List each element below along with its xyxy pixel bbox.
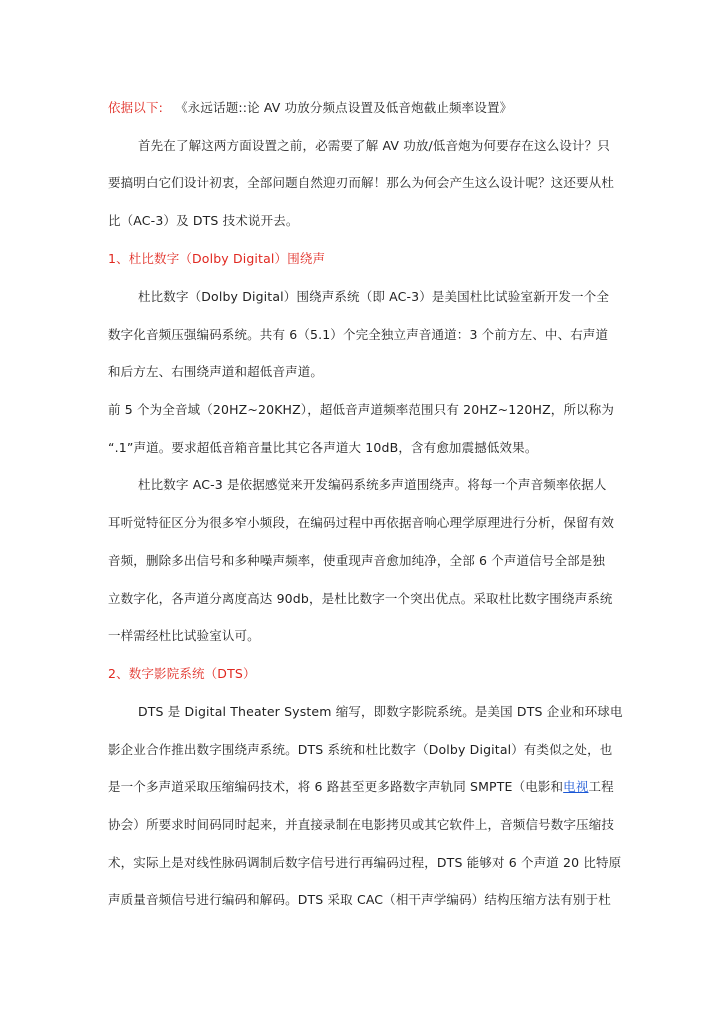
section-1-para1-line-4: 前 5 个为全音域（20HZ~20KHZ），超低音声道频率范围只有 20HZ~120HZ，所以称为 — [108, 402, 615, 417]
section-1-para1-line-1: 杜比数字（Dolby Digital）围绕声系统（即 AC-3）是美国杜比试验室新开发一个全 — [138, 289, 609, 304]
section-2-line-6: 声质量音频信号进行编码和解码。DTS 采取 CAC（相干声学编码）结构压缩方法有别于杜 — [108, 892, 611, 907]
intro-line-3: 比（AC-3）及 DTS 技术说开去。 — [108, 213, 299, 228]
section-1-para1-line-3: 和后方左、右围绕声道和超低音声道。 — [108, 364, 324, 379]
section-2-line-1: DTS 是 Digital Theater System 缩写，即数字影院系统。是美国 DTS 企业和环球电 — [138, 704, 623, 719]
intro-line-1: 首先在了解这两方面设置之前，必需要了解 AV 功放/低音炮为何要存在这么设计？只 — [138, 138, 610, 153]
section-1-para1-line-2: 数字化音频压强编码系统。共有 6（5.1）个完全独立声音通道：3 个前方左、中、右声道 — [108, 327, 609, 342]
intro-line-2: 要搞明白它们设计初衷，全部问题自然迎刃而解！那么为何会产生这么设计呢？这还要从杜 — [108, 175, 615, 190]
section-2-line-3-text-before: 是一个多声道采取压缩编码技术，将 6 路甚至更多路数字声轨同 SMPTE（电影和 — [108, 779, 564, 794]
section-2-line-3 — [108, 779, 614, 795]
section-1-para2-line-2: 耳听觉特征区分为很多窄小频段，在编码过程中再依据音响心理学原理进行分析，保留有效 — [108, 515, 615, 530]
television-link[interactable]: 电视 — [563, 779, 589, 794]
section-2-line-5: 术，实际上是对线性脉码调制后数字信号进行再编码过程，DTS 能够对 6 个声道 20 比特原 — [108, 855, 622, 870]
section-2-line-3-text-after: 工程 — [588, 779, 614, 794]
source-reference-line — [108, 100, 512, 116]
source-label: 依据以下: — [108, 100, 163, 115]
source-title: 《永远话题::论 AV 功放分频点设置及低音炮截止频率设置》 — [175, 100, 513, 115]
section-2-heading: 2、数字影院系统（DTS） — [108, 666, 256, 681]
section-1-para2-line-4: 立数字化，各声道分离度高达 90db，是杜比数字一个突出优点。采取杜比数字围绕声系统 — [108, 591, 613, 606]
section-1-para2-line-5: 一样需经杜比试验室认可。 — [108, 628, 260, 643]
section-1-para2-line-1: 杜比数字 AC-3 是依据感觉来开发编码系统多声道围绕声。将每一个声音频率依据人 — [138, 477, 607, 492]
section-2-line-4: 协会）所要求时间码同时起来，并直接录制在电影拷贝或其它软件上，音频信号数字压缩技 — [108, 817, 615, 832]
section-1-para1-line-5: “.1”声道。要求超低音箱音量比其它各声道大 10dB，含有愈加震撼低效果。 — [108, 440, 538, 455]
section-1-para2-line-3: 音频，删除多出信号和多种噪声频率，使重现声音愈加纯净，全部 6 个声道信号全部是独 — [108, 553, 606, 568]
section-1-heading: 1、杜比数字（Dolby Digital）围绕声 — [108, 251, 326, 266]
section-2-line-2: 影企业合作推出数字围绕声系统。DTS 系统和杜比数字（Dolby Digital）有类似之处，也 — [108, 742, 613, 757]
